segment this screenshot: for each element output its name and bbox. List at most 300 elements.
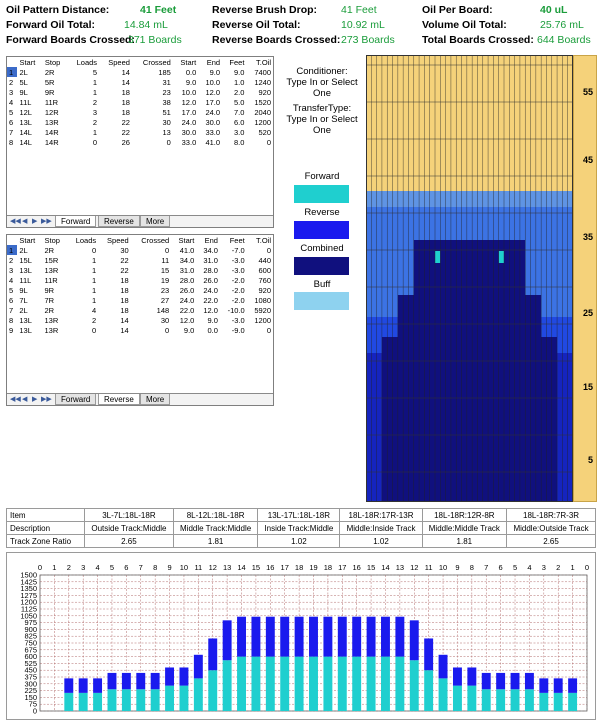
table-cell[interactable]: 5 (92, 67, 98, 77)
table-cell[interactable]: 0 (165, 325, 170, 335)
tab-more[interactable]: More (140, 394, 170, 405)
table-cell[interactable]: 9R (44, 285, 55, 295)
table-cell[interactable]: 4 (9, 97, 14, 107)
table-cell[interactable]: 1080 (254, 295, 271, 305)
table-cell[interactable]: 17.0 (181, 107, 197, 117)
table-cell[interactable]: 13L (19, 315, 32, 325)
tab-reverse[interactable]: Reverse (98, 394, 140, 405)
forward-bar-segment (151, 689, 160, 711)
table-cell[interactable]: 0 (91, 325, 97, 335)
table-cell[interactable]: 9.0 (233, 67, 245, 77)
tab-more[interactable]: More (140, 216, 170, 227)
table-cell[interactable]: 2L (19, 67, 28, 77)
table-cell[interactable]: 520 (258, 127, 271, 137)
reverse-bar-segment (467, 667, 476, 685)
table-cell[interactable]: 18 (120, 285, 129, 295)
table-cell[interactable]: 4 (91, 305, 97, 315)
table-cell[interactable]: 9R (44, 87, 55, 97)
column-header: Feet (229, 57, 245, 67)
forward-bar-segment (439, 678, 448, 711)
table-cell[interactable]: 14 (120, 315, 129, 325)
y-tick-label: 825 (24, 631, 37, 641)
table-cell[interactable]: 11R (44, 97, 59, 107)
table-cell[interactable]: 148 (156, 305, 170, 315)
forward-bar-segment (568, 693, 577, 711)
table-cell[interactable]: 4 (9, 275, 14, 285)
next-sheet-icon[interactable]: ▶ (32, 218, 38, 225)
table-cell[interactable]: 1 (92, 87, 98, 97)
forward-steps-panel (6, 56, 274, 228)
column-header: Feet (229, 235, 245, 245)
table-cell[interactable]: 31.0 (203, 255, 218, 265)
y-tick-label: 600 (24, 652, 37, 662)
table-cell[interactable]: 14 (120, 325, 129, 335)
x-tick-label: 1 (570, 563, 575, 572)
table-cell[interactable]: 2040 (254, 107, 271, 117)
column-header: End (206, 57, 221, 67)
tab-forward[interactable]: Forward (55, 216, 96, 227)
reverse-oil-total-label: Reverse Oil Total: (212, 19, 301, 31)
reverse-bar-segment (424, 638, 433, 670)
y-tick-label: 525 (24, 658, 37, 668)
table-cell[interactable]: 23 (160, 285, 170, 295)
table-cell[interactable]: 1240 (254, 77, 271, 87)
table-cell[interactable]: 30 (162, 117, 171, 127)
table-cell[interactable]: 2 (92, 97, 98, 107)
table-cell[interactable]: 30 (120, 245, 129, 255)
table-cell[interactable]: 33.0 (205, 127, 221, 137)
conditioner-select[interactable]: Type In or Select One (286, 77, 358, 99)
table-cell[interactable]: 12.0 (181, 97, 197, 107)
table-cell[interactable]: -3.0 (231, 255, 245, 265)
table-row[interactable] (7, 265, 273, 275)
table-cell[interactable]: 18 (121, 87, 130, 97)
reverse-bar-segment (496, 673, 505, 689)
table-cell[interactable]: 0.0 (185, 67, 197, 77)
table-cell[interactable]: 15L (19, 255, 32, 265)
table-cell[interactable]: 9L (19, 285, 28, 295)
reverse-bar-segment (251, 617, 260, 657)
table-cell[interactable]: -2.0 (231, 285, 245, 295)
table-cell[interactable]: 1200 (254, 117, 271, 127)
table-cell[interactable]: 23 (162, 87, 171, 97)
table-cell[interactable]: 3.0 (233, 127, 245, 137)
table-cell[interactable]: 2 (91, 315, 97, 325)
forward-bar-segment (194, 678, 203, 711)
table-cell[interactable]: -9.0 (231, 325, 245, 335)
table-cell[interactable]: 24.0 (181, 117, 197, 127)
table-cell[interactable]: 15R (44, 255, 59, 265)
last-sheet-icon[interactable]: ▶▶ (41, 218, 52, 225)
x-tick-label: 10 (438, 563, 448, 572)
table-cell[interactable]: 8 (9, 137, 14, 147)
table-cell[interactable]: 41.0 (205, 137, 221, 147)
table-cell[interactable]: 24.0 (205, 107, 221, 117)
table-cell[interactable]: 28.0 (179, 275, 195, 285)
table-cell[interactable]: 920 (258, 87, 271, 97)
table-cell[interactable]: 38 (162, 97, 171, 107)
table-cell[interactable]: 24.0 (203, 285, 218, 295)
table-cell[interactable]: 0 (266, 137, 271, 147)
table-row[interactable] (7, 67, 273, 77)
table-cell[interactable]: 2.0 (233, 87, 245, 97)
table-cell[interactable]: 28.0 (203, 265, 218, 275)
table-cell[interactable]: 24.0 (179, 295, 195, 305)
table-cell[interactable]: -3.0 (231, 265, 245, 275)
table-cell[interactable]: 9L (19, 87, 28, 97)
table-cell[interactable]: 8.0 (233, 137, 245, 147)
forward-bar-segment (381, 657, 390, 711)
y-tick-label: 75 (28, 699, 37, 709)
forward-bar-segment (424, 670, 433, 711)
table-cell[interactable]: 14 (121, 77, 130, 87)
table-cell[interactable]: 22.0 (203, 295, 218, 305)
first-sheet-icon[interactable]: ◀◀ (10, 218, 21, 225)
table-cell[interactable]: 14L (19, 127, 32, 137)
table-cell[interactable]: 9 (9, 325, 14, 335)
table-cell[interactable]: 1200 (254, 315, 271, 325)
table-cell[interactable]: 13L (19, 117, 32, 127)
table-cell[interactable]: 11L (19, 97, 32, 107)
table-cell[interactable]: 440 (258, 255, 271, 265)
reverse-brush-drop-value: 41 Feet (341, 4, 377, 16)
table-cell[interactable]: 1520 (254, 97, 271, 107)
reverse-bar-segment (179, 667, 188, 685)
table-cell[interactable]: 2R (44, 245, 55, 255)
y-tick-label: 675 (24, 645, 37, 655)
zone-cell: 18L-18R:12R-8R (422, 509, 507, 522)
last-sheet-icon[interactable]: ▶▶ (41, 396, 52, 403)
table-cell[interactable]: 1 (92, 77, 98, 87)
reverse-bar-segment (511, 673, 520, 689)
forward-bar-segment (525, 689, 534, 711)
prev-sheet-icon[interactable]: ◀ (22, 396, 28, 403)
table-cell[interactable]: 3 (92, 107, 98, 117)
table-cell[interactable]: 5.0 (233, 97, 245, 107)
table-row[interactable] (7, 275, 273, 285)
table-cell[interactable]: 31 (162, 77, 171, 87)
table-cell[interactable]: 1 (91, 275, 97, 285)
table-cell[interactable]: 22 (121, 117, 130, 127)
table-cell[interactable]: 6 (9, 295, 14, 305)
x-tick-label: 3 (81, 563, 86, 572)
table-cell[interactable]: 9.0 (209, 67, 221, 77)
table-cell[interactable]: 185 (158, 67, 171, 77)
table-row[interactable] (7, 117, 273, 127)
table-cell[interactable]: 22 (120, 265, 129, 275)
table-cell[interactable]: 17.0 (205, 97, 221, 107)
forward-bar-segment (395, 657, 404, 711)
zone-cell: 18L-18R:7R-3R (507, 509, 596, 522)
zone-row (7, 522, 596, 535)
table-cell[interactable]: 5 (9, 107, 14, 117)
table-cell[interactable]: 30.0 (181, 127, 197, 137)
table-row[interactable] (7, 295, 273, 305)
table-cell[interactable]: 6.0 (233, 117, 245, 127)
table-cell[interactable]: 41.0 (179, 245, 195, 255)
reverse-bar-segment (395, 617, 404, 657)
forward-bar-segment (554, 693, 563, 711)
reverse-boards-crossed-label: Reverse Boards Crossed: (212, 34, 341, 46)
table-cell[interactable]: 0 (166, 137, 171, 147)
table-cell[interactable]: 1 (7, 67, 17, 77)
x-tick-label: 0 (584, 563, 590, 572)
table-cell[interactable]: 11 (161, 255, 170, 265)
x-tick-label: 1 (52, 563, 57, 572)
table-cell[interactable]: 51 (162, 107, 171, 117)
x-tick-label: 17 (280, 563, 289, 572)
table-cell[interactable]: 14R (44, 137, 59, 147)
table-cell[interactable]: 12.0 (205, 87, 221, 97)
table-row[interactable] (7, 245, 273, 255)
table-cell[interactable]: 26.0 (179, 285, 195, 295)
table-cell[interactable]: -2.0 (231, 275, 245, 285)
table-cell[interactable]: 18 (120, 275, 129, 285)
reverse-tab-strip (7, 393, 273, 405)
table-row[interactable] (7, 97, 273, 107)
table-row[interactable] (7, 77, 273, 87)
table-cell[interactable]: 0.0 (207, 325, 218, 335)
table-cell[interactable]: 0 (266, 325, 271, 335)
table-row[interactable] (7, 107, 273, 117)
table-row[interactable] (7, 285, 273, 295)
zone-cell: 18L-18R:17R-13R (340, 509, 422, 522)
y-tick-label: 300 (24, 679, 37, 689)
forward-bar-segment (482, 689, 491, 711)
table-row[interactable] (7, 305, 273, 315)
table-cell[interactable]: 5920 (254, 305, 271, 315)
zone-cell: 3L-7L:18L-18R (85, 509, 174, 522)
zone-cell: 13L-17L:18L-18R (258, 509, 340, 522)
transfer-type-select[interactable]: Type In or Select One (286, 114, 358, 136)
zone-cell: Item (7, 509, 85, 522)
table-cell[interactable]: 13L (19, 265, 32, 275)
zone-cell: 1.81 (173, 535, 258, 548)
table-cell[interactable]: 2L (19, 305, 28, 315)
table-cell[interactable]: 2 (92, 117, 98, 127)
x-tick-label: 13 (222, 563, 232, 572)
forward-bar-segment (93, 693, 102, 711)
table-cell[interactable]: 14R (44, 127, 59, 137)
total-boards-crossed-label: Total Boards Crossed: (422, 34, 534, 46)
table-cell[interactable]: 0 (165, 245, 170, 255)
table-cell[interactable]: 7 (9, 305, 14, 315)
table-cell[interactable]: 1 (91, 285, 97, 295)
forward-bar-segment (122, 689, 131, 711)
table-row[interactable] (7, 127, 273, 137)
table-cell[interactable]: 9.0 (185, 77, 197, 87)
table-cell[interactable]: 12.0 (203, 305, 218, 315)
table-cell[interactable]: 30 (160, 315, 170, 325)
table-cell[interactable]: 1 (91, 295, 97, 305)
table-cell[interactable]: 600 (258, 265, 271, 275)
table-cell[interactable]: 34.0 (203, 245, 218, 255)
table-cell[interactable]: 7 (9, 127, 14, 137)
table-cell[interactable]: 30.0 (205, 117, 221, 127)
oil-per-board-label: Oil Per Board: (422, 4, 493, 16)
table-cell[interactable]: 2 (9, 255, 14, 265)
table-cell[interactable]: 5 (9, 285, 14, 295)
forward-bar-segment (266, 657, 275, 711)
table-cell[interactable]: 1 (91, 255, 97, 265)
table-cell[interactable]: 1.0 (233, 77, 245, 87)
first-sheet-icon[interactable]: ◀◀ (10, 396, 21, 403)
table-cell[interactable]: 6 (9, 117, 14, 127)
table-cell[interactable]: 1 (91, 265, 97, 275)
table-cell[interactable]: 0 (92, 137, 98, 147)
forward-bar-segment (410, 660, 419, 711)
zone-cell: Description (7, 522, 85, 535)
zone-cell: Middle:Outside Track (507, 522, 596, 535)
table-cell[interactable]: -7.0 (231, 245, 245, 255)
table-cell[interactable]: 33.0 (181, 137, 197, 147)
table-cell[interactable]: 12L (19, 107, 32, 117)
reverse-brush-drop-label: Reverse Brush Drop: (212, 4, 318, 16)
tab-forward[interactable]: Forward (55, 394, 96, 405)
board-oil-chart-canvas (7, 553, 595, 719)
table-cell[interactable]: -2.0 (231, 295, 245, 305)
forward-bar-segment (467, 686, 476, 711)
table-cell[interactable]: 2L (19, 245, 28, 255)
forward-tab-strip (7, 215, 273, 227)
table-cell[interactable]: 13R (44, 315, 59, 325)
table-cell[interactable]: -3.0 (231, 315, 245, 325)
x-tick-label: 0 (37, 563, 43, 572)
table-cell[interactable]: 22 (121, 127, 130, 137)
prev-sheet-icon[interactable]: ◀ (22, 218, 28, 225)
x-tick-label: 3 (541, 563, 546, 572)
table-cell[interactable]: 22.0 (179, 305, 195, 315)
table-cell[interactable]: 1 (7, 245, 17, 255)
zone-cell: 2.65 (507, 535, 596, 548)
track-zone-table (6, 508, 596, 548)
table-cell[interactable]: 3 (9, 87, 14, 97)
y-tick-label: 1350 (20, 584, 37, 594)
column-header: Start (180, 57, 197, 67)
column-header: Start (178, 235, 195, 245)
table-row[interactable] (7, 315, 273, 325)
table-cell[interactable]: 13L (19, 325, 32, 335)
table-cell[interactable]: 9.0 (207, 315, 218, 325)
table-cell[interactable]: 9.0 (183, 325, 195, 335)
volume-oil-total-label: Volume Oil Total: (422, 19, 507, 31)
table-cell[interactable]: 0 (91, 245, 97, 255)
table-cell[interactable]: 26.0 (203, 275, 218, 285)
x-tick-label: 8 (153, 563, 158, 572)
table-cell[interactable]: 2R (44, 67, 55, 77)
table-cell[interactable]: 31.0 (179, 265, 195, 275)
x-tick-label: 2 (66, 563, 71, 572)
table-cell[interactable]: 18 (120, 305, 129, 315)
column-header: T.Oil (256, 57, 271, 67)
x-tick-label: 13 (395, 563, 405, 572)
table-cell[interactable]: 11L (19, 275, 32, 285)
table-cell[interactable]: 18 (121, 107, 130, 117)
table-cell[interactable]: 10.0 (205, 77, 221, 87)
y-tick-label: 1500 (20, 570, 37, 580)
x-tick-label: 7 (138, 563, 143, 572)
table-cell[interactable]: 15 (160, 265, 170, 275)
table-cell[interactable]: 13R (44, 117, 59, 127)
table-cell[interactable]: 26 (121, 137, 130, 147)
table-cell[interactable]: 13R (44, 265, 59, 275)
x-tick-label: 18 (294, 563, 304, 572)
tab-reverse[interactable]: Reverse (98, 216, 140, 227)
x-tick-label: 7 (484, 563, 489, 572)
table-cell[interactable]: 18 (120, 295, 129, 305)
x-tick-label: 2 (556, 563, 561, 572)
table-cell[interactable]: 2R (44, 305, 55, 315)
table-cell[interactable]: 13R (44, 325, 59, 335)
table-row[interactable] (7, 137, 273, 147)
x-tick-label: 16 (266, 563, 275, 572)
forward-oil-total-value: 14.84 mL (124, 19, 168, 31)
table-cell[interactable]: 19 (160, 275, 170, 285)
table-cell[interactable]: 22 (120, 255, 129, 265)
table-row[interactable] (7, 87, 273, 97)
table-cell[interactable]: 10.0 (181, 87, 197, 97)
table-cell[interactable]: 3 (9, 265, 14, 275)
table-cell[interactable]: 14L (19, 137, 32, 147)
table-cell[interactable]: 18 (121, 97, 130, 107)
conditioner-label: Conditioner: (296, 66, 348, 77)
table-cell[interactable]: 7.0 (233, 107, 245, 117)
reverse-steps-table (7, 235, 273, 335)
reverse-bar-segment (554, 678, 563, 693)
forward-bar-segment (136, 689, 145, 711)
table-cell[interactable]: 12R (44, 107, 59, 117)
next-sheet-icon[interactable]: ▶ (32, 396, 38, 403)
table-cell[interactable]: 2 (9, 77, 14, 87)
legend-reverse-label: Reverse (304, 207, 340, 218)
table-cell[interactable]: 14 (121, 67, 130, 77)
table-cell[interactable]: 27 (160, 295, 170, 305)
table-cell[interactable]: 13 (162, 127, 171, 137)
table-cell[interactable]: 5R (44, 77, 55, 87)
forward-steps-table (7, 57, 273, 147)
table-cell[interactable]: 5L (19, 77, 28, 87)
table-cell[interactable]: -10.0 (227, 305, 245, 315)
zone-cell: Middle Track:Middle (173, 522, 258, 535)
table-cell[interactable]: 1 (92, 127, 98, 137)
table-cell[interactable]: 760 (258, 275, 271, 285)
x-tick-label: 14 (237, 563, 246, 572)
zone-cell: Middle:Middle Track (422, 522, 507, 535)
column-header: Crossed (142, 57, 171, 67)
forward-oil-total-label: Forward Oil Total: (6, 19, 96, 31)
table-cell[interactable]: 12.0 (179, 315, 195, 325)
table-cell[interactable]: 7L (19, 295, 28, 305)
table-cell[interactable]: 920 (258, 285, 271, 295)
table-cell[interactable]: 0 (266, 245, 271, 255)
reverse-steps-panel (6, 234, 274, 406)
table-cell[interactable]: 7400 (254, 67, 271, 77)
legend-combined-label: Combined (300, 243, 344, 254)
table-cell[interactable]: 7R (44, 295, 55, 305)
table-cell[interactable]: 8 (9, 315, 14, 325)
y-tick-label: 1425 (20, 577, 37, 587)
forward-bar-segment (64, 693, 73, 711)
table-cell[interactable]: 11R (44, 275, 58, 285)
table-cell[interactable]: 34.0 (179, 255, 195, 265)
legend-forward-label: Forward (304, 171, 340, 182)
table-row[interactable] (7, 325, 273, 335)
legend-buff-swatch (294, 292, 349, 310)
table-row[interactable] (7, 255, 273, 265)
oil-pattern-distance-label: Oil Pattern Distance: (6, 4, 110, 16)
forward-bar-segment (280, 657, 289, 711)
scale-tick-25: 25 (582, 308, 593, 318)
